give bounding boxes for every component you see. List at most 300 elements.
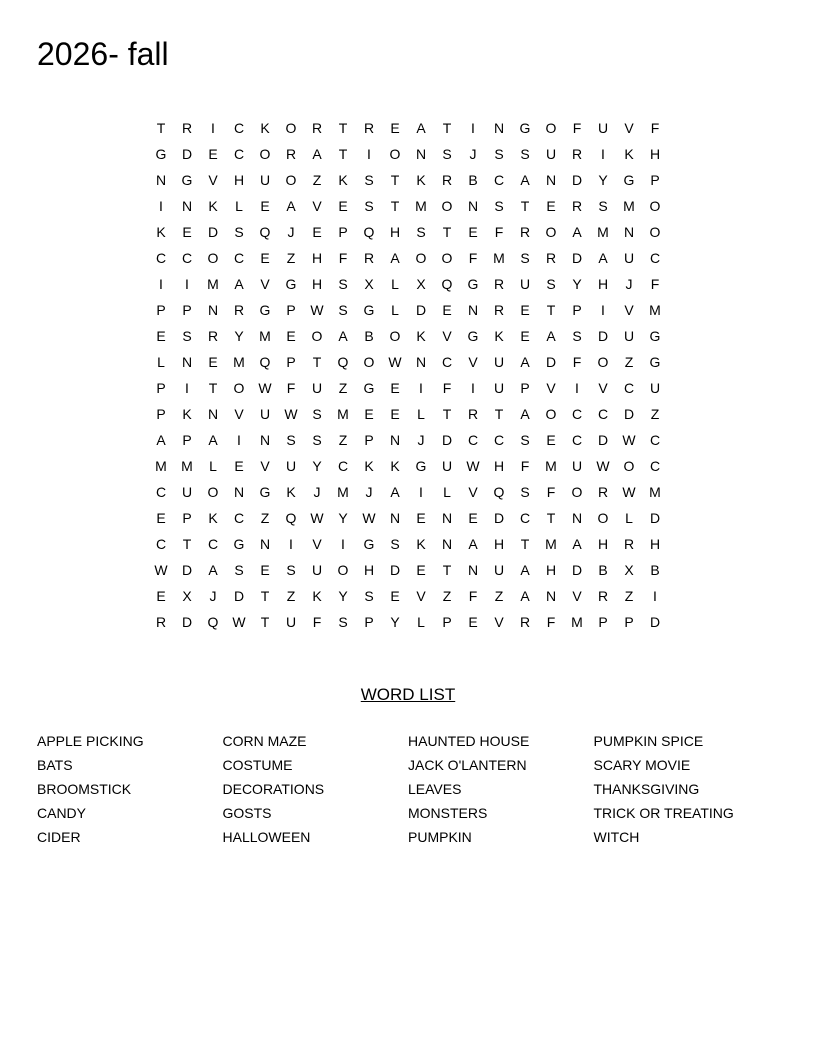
grid-letter: N: [467, 302, 479, 318]
grid-row: [148, 557, 668, 583]
grid-letter: E: [156, 588, 166, 604]
grid-letter: T: [182, 536, 192, 552]
grid-letter: N: [467, 198, 479, 214]
grid-letter: U: [597, 120, 609, 136]
grid-letter: V: [468, 484, 478, 500]
grid-letter: R: [571, 146, 583, 162]
grid-letter: M: [337, 484, 349, 500]
grid-row: [148, 349, 668, 375]
grid-letter: Z: [286, 250, 296, 266]
grid-letter: Y: [338, 588, 348, 604]
grid-letter: R: [597, 484, 609, 500]
grid-letter: F: [572, 354, 582, 370]
grid-letter: D: [571, 562, 583, 578]
grid-letter: D: [441, 432, 453, 448]
grid-letter: C: [181, 250, 193, 266]
grid-letter: K: [494, 328, 504, 344]
grid-letter: C: [233, 120, 245, 136]
grid-letter: B: [364, 328, 374, 344]
grid-letter: O: [415, 250, 427, 266]
word-list: [37, 729, 797, 849]
grid-letter: T: [546, 302, 556, 318]
grid-letter: X: [364, 276, 374, 292]
grid-letter: F: [572, 120, 582, 136]
grid-letter: W: [232, 614, 246, 630]
grid-letter: N: [467, 562, 479, 578]
grid-letter: H: [493, 536, 505, 552]
grid-letter: V: [416, 588, 426, 604]
grid-letter: Y: [390, 614, 400, 630]
grid-letter: B: [650, 562, 660, 578]
grid-letter: O: [363, 354, 375, 370]
grid-letter: E: [156, 328, 166, 344]
grid-letter: V: [624, 302, 634, 318]
grid-letter: C: [649, 432, 661, 448]
grid-letter: E: [468, 224, 478, 240]
word-list-item: PUMPKIN: [408, 829, 472, 845]
grid-letter: V: [312, 198, 322, 214]
grid-letter: H: [545, 562, 557, 578]
grid-letter: G: [155, 146, 167, 162]
grid-letter: R: [597, 588, 609, 604]
grid-letter: W: [622, 432, 636, 448]
grid-letter: C: [649, 250, 661, 266]
grid-letter: S: [364, 588, 374, 604]
grid-letter: P: [442, 614, 452, 630]
grid-letter: M: [181, 458, 193, 474]
grid-letter: N: [207, 406, 219, 422]
grid-letter: W: [596, 458, 610, 474]
word-list-item: PUMPKIN SPICE: [593, 733, 704, 749]
grid-letter: V: [624, 120, 634, 136]
grid-letter: P: [338, 224, 348, 240]
grid-letter: K: [312, 588, 322, 604]
grid-letter: Y: [338, 510, 348, 526]
grid-letter: Q: [363, 224, 375, 240]
grid-letter: K: [364, 458, 374, 474]
grid-letter: V: [468, 354, 478, 370]
grid-letter: A: [520, 354, 530, 370]
word-list-item: MONSTERS: [408, 805, 488, 821]
grid-letter: P: [156, 380, 166, 396]
grid-letter: O: [597, 510, 609, 526]
grid-letter: Q: [259, 224, 271, 240]
grid-letter: N: [155, 172, 167, 188]
grid-letter: S: [390, 536, 400, 552]
grid-letter: T: [546, 510, 556, 526]
grid-letter: H: [597, 536, 609, 552]
grid-letter: C: [233, 146, 245, 162]
grid-letter: J: [469, 146, 477, 162]
grid-letter: Q: [285, 510, 297, 526]
grid-letter: K: [416, 328, 426, 344]
word-list-item: TRICK OR TREATING: [593, 805, 734, 821]
word-list-item: SCARY MOVIE: [593, 757, 691, 773]
grid-letter: E: [390, 380, 400, 396]
grid-letter: N: [181, 354, 193, 370]
grid-letter: S: [338, 614, 348, 630]
grid-letter: O: [259, 146, 271, 162]
grid-letter: O: [597, 354, 609, 370]
grid-row: [148, 401, 668, 427]
grid-letter: O: [389, 146, 401, 162]
grid-letter: Z: [494, 588, 504, 604]
grid-letter: E: [546, 198, 556, 214]
grid-letter: R: [519, 224, 531, 240]
grid-letter: D: [597, 328, 609, 344]
grid-letter: W: [310, 302, 324, 318]
grid-letter: P: [364, 432, 374, 448]
grid-letter: N: [415, 354, 427, 370]
grid-letter: E: [286, 328, 296, 344]
grid-row: [148, 167, 668, 193]
word-list-item: JACK O'LANTERN: [408, 757, 527, 773]
grid-letter: L: [391, 276, 399, 292]
grid-letter: I: [419, 484, 423, 500]
grid-row: [148, 375, 668, 401]
grid-letter: Y: [234, 328, 244, 344]
grid-letter: Q: [207, 614, 219, 630]
grid-letter: C: [467, 432, 479, 448]
word-list-item: BROOMSTICK: [37, 781, 132, 797]
grid-letter: Y: [598, 172, 608, 188]
grid-letter: U: [623, 250, 635, 266]
grid-letter: O: [337, 562, 349, 578]
grid-letter: F: [650, 276, 660, 292]
grid-letter: O: [441, 198, 453, 214]
grid-letter: U: [545, 146, 557, 162]
grid-letter: C: [649, 458, 661, 474]
grid-letter: K: [208, 510, 218, 526]
grid-letter: A: [208, 432, 218, 448]
grid-letter: R: [363, 250, 375, 266]
grid-letter: D: [207, 224, 219, 240]
grid-letter: S: [520, 146, 530, 162]
grid-letter: S: [520, 484, 530, 500]
grid-letter: T: [442, 120, 452, 136]
grid-letter: A: [338, 328, 348, 344]
grid-letter: H: [493, 458, 505, 474]
grid-letter: G: [233, 536, 245, 552]
grid-letter: T: [520, 198, 530, 214]
grid-letter: K: [156, 224, 166, 240]
grid-letter: A: [520, 172, 530, 188]
grid-letter: O: [441, 250, 453, 266]
grid-letter: J: [417, 432, 425, 448]
grid-row: [148, 297, 668, 323]
grid-row: [148, 427, 668, 453]
grid-letter: I: [601, 302, 605, 318]
grid-letter: P: [156, 302, 166, 318]
grid-letter: C: [155, 536, 167, 552]
grid-letter: H: [389, 224, 401, 240]
grid-letter: O: [571, 484, 583, 500]
word-search-grid: [148, 115, 668, 635]
grid-letter: I: [367, 146, 371, 162]
grid-letter: P: [182, 510, 192, 526]
grid-letter: D: [181, 614, 193, 630]
grid-letter: V: [260, 276, 270, 292]
grid-letter: N: [545, 588, 557, 604]
grid-letter: U: [571, 458, 583, 474]
grid-letter: S: [286, 562, 296, 578]
grid-letter: K: [182, 406, 192, 422]
grid-letter: E: [520, 328, 530, 344]
grid-letter: P: [364, 614, 374, 630]
grid-letter: N: [207, 302, 219, 318]
grid-letter: O: [207, 484, 219, 500]
grid-letter: I: [341, 536, 345, 552]
grid-letter: E: [390, 406, 400, 422]
grid-letter: E: [546, 432, 556, 448]
grid-letter: S: [416, 224, 426, 240]
grid-letter: H: [597, 276, 609, 292]
grid-letter: E: [390, 588, 400, 604]
grid-letter: E: [416, 562, 426, 578]
grid-letter: M: [259, 328, 271, 344]
grid-letter: A: [312, 146, 322, 162]
grid-letter: G: [285, 276, 297, 292]
grid-letter: T: [208, 380, 218, 396]
grid-letter: J: [365, 484, 373, 500]
grid-letter: V: [494, 614, 504, 630]
grid-letter: V: [442, 328, 452, 344]
grid-letter: M: [155, 458, 167, 474]
grid-letter: P: [520, 380, 530, 396]
grid-letter: X: [416, 276, 426, 292]
grid-letter: K: [286, 484, 296, 500]
grid-letter: W: [154, 562, 168, 578]
grid-letter: E: [390, 120, 400, 136]
grid-letter: M: [545, 536, 557, 552]
grid-letter: M: [623, 198, 635, 214]
grid-letter: V: [546, 380, 556, 396]
grid-letter: C: [155, 250, 167, 266]
grid-row: [148, 583, 668, 609]
grid-letter: Q: [493, 484, 505, 500]
grid-letter: Q: [441, 276, 453, 292]
grid-letter: I: [575, 380, 579, 396]
grid-letter: T: [494, 406, 504, 422]
grid-letter: O: [545, 406, 557, 422]
grid-letter: D: [571, 172, 583, 188]
grid-letter: E: [520, 302, 530, 318]
grid-letter: C: [233, 510, 245, 526]
grid-letter: H: [311, 276, 323, 292]
grid-letter: K: [260, 120, 270, 136]
grid-letter: E: [416, 510, 426, 526]
grid-letter: N: [259, 536, 271, 552]
grid-letter: Q: [337, 354, 349, 370]
grid-letter: E: [234, 458, 244, 474]
grid-letter: T: [442, 562, 452, 578]
grid-letter: Z: [260, 510, 270, 526]
grid-letter: W: [310, 510, 324, 526]
grid-letter: R: [363, 120, 375, 136]
grid-letter: N: [415, 146, 427, 162]
word-list-title: WORD LIST: [360, 685, 456, 704]
grid-letter: D: [181, 146, 193, 162]
grid-letter: U: [311, 380, 323, 396]
grid-letter: L: [443, 484, 451, 500]
grid-letter: W: [388, 354, 402, 370]
grid-letter: F: [520, 458, 530, 474]
word-list-item: APPLE PICKING: [37, 733, 144, 749]
grid-letter: C: [571, 406, 583, 422]
grid-letter: A: [156, 432, 166, 448]
grid-row: [148, 323, 668, 349]
grid-letter: S: [286, 432, 296, 448]
grid-letter: G: [519, 120, 531, 136]
grid-letter: S: [520, 250, 530, 266]
grid-letter: C: [597, 406, 609, 422]
grid-letter: D: [649, 510, 661, 526]
grid-letter: K: [416, 172, 426, 188]
grid-letter: J: [313, 484, 321, 500]
grid-letter: W: [622, 484, 636, 500]
grid-letter: D: [649, 614, 661, 630]
grid-letter: C: [623, 380, 635, 396]
grid-letter: E: [338, 198, 348, 214]
grid-letter: S: [182, 328, 192, 344]
grid-letter: L: [417, 406, 425, 422]
grid-letter: H: [233, 172, 245, 188]
grid-letter: O: [545, 224, 557, 240]
grid-letter: M: [571, 614, 583, 630]
grid-letter: H: [649, 536, 661, 552]
grid-letter: I: [185, 276, 189, 292]
grid-letter: D: [493, 510, 505, 526]
grid-letter: E: [156, 510, 166, 526]
grid-row: [148, 453, 668, 479]
grid-letter: Y: [312, 458, 322, 474]
grid-letter: T: [442, 406, 452, 422]
grid-letter: E: [260, 198, 270, 214]
grid-row: [148, 193, 668, 219]
word-list-item: CORN MAZE: [222, 733, 307, 749]
word-list-item: CANDY: [37, 805, 87, 821]
grid-letter: M: [233, 354, 245, 370]
grid-letter: I: [211, 120, 215, 136]
grid-letter: J: [625, 276, 633, 292]
grid-letter: U: [181, 484, 193, 500]
grid-letter: P: [286, 302, 296, 318]
grid-letter: P: [156, 406, 166, 422]
grid-letter: N: [441, 510, 453, 526]
word-list-item: HALLOWEEN: [222, 829, 311, 845]
grid-letter: A: [234, 276, 244, 292]
grid-letter: C: [155, 484, 167, 500]
grid-letter: E: [208, 354, 218, 370]
grid-letter: G: [467, 276, 479, 292]
grid-letter: W: [362, 510, 376, 526]
grid-letter: T: [520, 536, 530, 552]
grid-letter: A: [390, 250, 400, 266]
grid-letter: G: [649, 354, 661, 370]
grid-letter: A: [572, 224, 582, 240]
grid-letter: S: [338, 302, 348, 318]
grid-row: [148, 609, 668, 635]
grid-letter: E: [182, 224, 192, 240]
grid-letter: A: [546, 328, 556, 344]
grid-letter: A: [208, 562, 218, 578]
grid-letter: V: [260, 458, 270, 474]
grid-letter: L: [391, 302, 399, 318]
grid-letter: R: [441, 172, 453, 188]
grid-letter: U: [311, 562, 323, 578]
word-list-item: CIDER: [37, 829, 81, 845]
grid-letter: T: [390, 198, 400, 214]
grid-letter: N: [493, 120, 505, 136]
grid-letter: C: [441, 354, 453, 370]
grid-letter: O: [649, 224, 661, 240]
grid-letter: F: [650, 120, 660, 136]
grid-letter: R: [285, 146, 297, 162]
grid-letter: L: [209, 458, 217, 474]
grid-letter: C: [337, 458, 349, 474]
grid-letter: I: [159, 198, 163, 214]
grid-letter: E: [260, 562, 270, 578]
grid-letter: I: [159, 276, 163, 292]
grid-letter: P: [650, 172, 660, 188]
grid-letter: I: [471, 120, 475, 136]
grid-letter: R: [233, 302, 245, 318]
grid-letter: F: [468, 250, 478, 266]
grid-letter: Z: [650, 406, 660, 422]
word-list-item: DECORATIONS: [222, 781, 325, 797]
grid-letter: M: [337, 406, 349, 422]
grid-letter: R: [467, 406, 479, 422]
grid-letter: P: [624, 614, 634, 630]
grid-letter: G: [623, 172, 635, 188]
grid-letter: E: [312, 224, 322, 240]
grid-letter: U: [285, 458, 297, 474]
grid-letter: F: [546, 614, 556, 630]
grid-letter: Z: [624, 588, 634, 604]
grid-letter: D: [623, 406, 635, 422]
grid-letter: S: [364, 198, 374, 214]
grid-letter: N: [623, 224, 635, 240]
grid-letter: T: [312, 354, 322, 370]
grid-letter: R: [155, 614, 167, 630]
grid-letter: O: [207, 250, 219, 266]
grid-letter: G: [467, 328, 479, 344]
grid-letter: G: [363, 536, 375, 552]
grid-letter: M: [207, 276, 219, 292]
grid-letter: R: [311, 120, 323, 136]
grid-letter: E: [442, 302, 452, 318]
grid-letter: S: [598, 198, 608, 214]
grid-letter: Z: [286, 588, 296, 604]
grid-letter: I: [237, 432, 241, 448]
grid-row: [148, 141, 668, 167]
word-list-item: COSTUME: [222, 757, 293, 773]
grid-letter: A: [390, 484, 400, 500]
grid-letter: Z: [624, 354, 634, 370]
grid-letter: S: [234, 224, 244, 240]
grid-letter: N: [389, 432, 401, 448]
grid-letter: W: [258, 380, 272, 396]
grid-letter: S: [312, 406, 322, 422]
word-list-item: LEAVES: [408, 781, 462, 797]
grid-letter: I: [185, 380, 189, 396]
grid-letter: M: [649, 302, 661, 318]
grid-letter: Z: [338, 432, 348, 448]
grid-letter: O: [285, 120, 297, 136]
grid-letter: T: [260, 588, 270, 604]
grid-letter: Z: [338, 380, 348, 396]
grid-row: [148, 531, 668, 557]
